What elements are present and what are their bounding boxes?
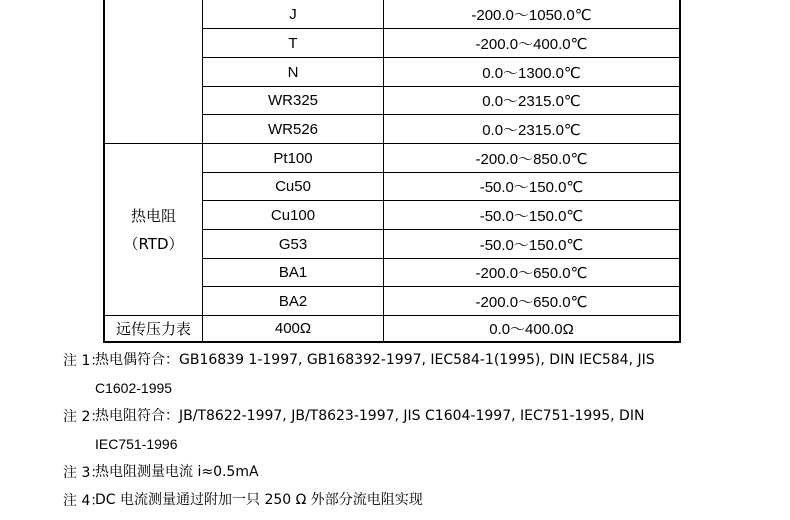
- table-row-type: J: [289, 5, 297, 23]
- table-row-range: -200.0～650.0℃: [475, 293, 588, 311]
- table-row-type: BA1: [278, 264, 308, 281]
- table-border-bottom: [103, 341, 681, 343]
- rtd-group-label: [105, 144, 202, 315]
- note-3: [63, 462, 259, 483]
- note-tag: 注 2：: [63, 409, 105, 425]
- table-row-range: 0.0～1300.0℃: [482, 64, 581, 82]
- note-continuation: C1602-1995: [95, 380, 173, 396]
- table-row-type: 400Ω: [274, 320, 312, 337]
- table-row-range: -200.0～650.0℃: [475, 265, 588, 282]
- table-row-type: Cu50: [275, 178, 311, 195]
- table-row-range: -50.0～150.0℃: [479, 236, 584, 254]
- table-row-type: T: [288, 34, 298, 52]
- note-2: [63, 406, 645, 427]
- note-text: DC 电流测量通过附加一只 250 Ω 外部分流电阻实现: [95, 492, 423, 508]
- table-row-range: -200.0～400.0℃: [475, 35, 588, 53]
- note-continuation: IEC751-1996: [95, 436, 178, 452]
- table-row-type: N: [287, 63, 299, 81]
- note-text: 热电偶符合：GB16839 1-1997, GB168392-1997, IEC584-1(1995), DIN IEC584, JIS: [95, 352, 655, 368]
- note-1: [63, 350, 655, 371]
- table-row-range: 0.0～2315.0℃: [482, 93, 581, 110]
- table-row-type: WR325: [267, 92, 319, 109]
- note-text: 热电阻测量电流 i≈0.5mA: [95, 464, 259, 480]
- table-row-range: -200.0～850.0℃: [475, 150, 588, 168]
- table-row-range: -200.0～1050.0℃: [471, 6, 592, 24]
- note-tag: 注 4：: [63, 493, 105, 509]
- table-row-range: -50.0～150.0℃: [479, 207, 584, 225]
- table-row-type: BA2: [278, 292, 308, 310]
- table-row-type: G53: [278, 235, 308, 253]
- note-4: [63, 490, 423, 511]
- note-text: 热电阻符合：JB/T8622-1997, JB/T8623-1997, JIS C1604-1997, IEC751-1995, DIN: [95, 408, 645, 424]
- table-row-type: Pt100: [273, 149, 313, 167]
- table-row-range: -50.0～150.0℃: [479, 179, 584, 196]
- table-row-type: WR526: [267, 120, 319, 138]
- rtd-group-line1: 热电阻: [130, 206, 176, 225]
- table-row-range: 0.0～2315.0℃: [482, 121, 581, 139]
- note-tag: 注 1：: [63, 353, 105, 369]
- rtd-group-line2: （RTD）: [123, 234, 184, 253]
- table-row-type: Cu100: [270, 206, 316, 224]
- input-range-table: [103, 0, 681, 343]
- note-tag: 注 3：: [63, 465, 105, 481]
- table-row-range: 0.0～400.0Ω: [489, 321, 574, 338]
- remote-gauge-group-label: 远传压力表: [115, 320, 191, 338]
